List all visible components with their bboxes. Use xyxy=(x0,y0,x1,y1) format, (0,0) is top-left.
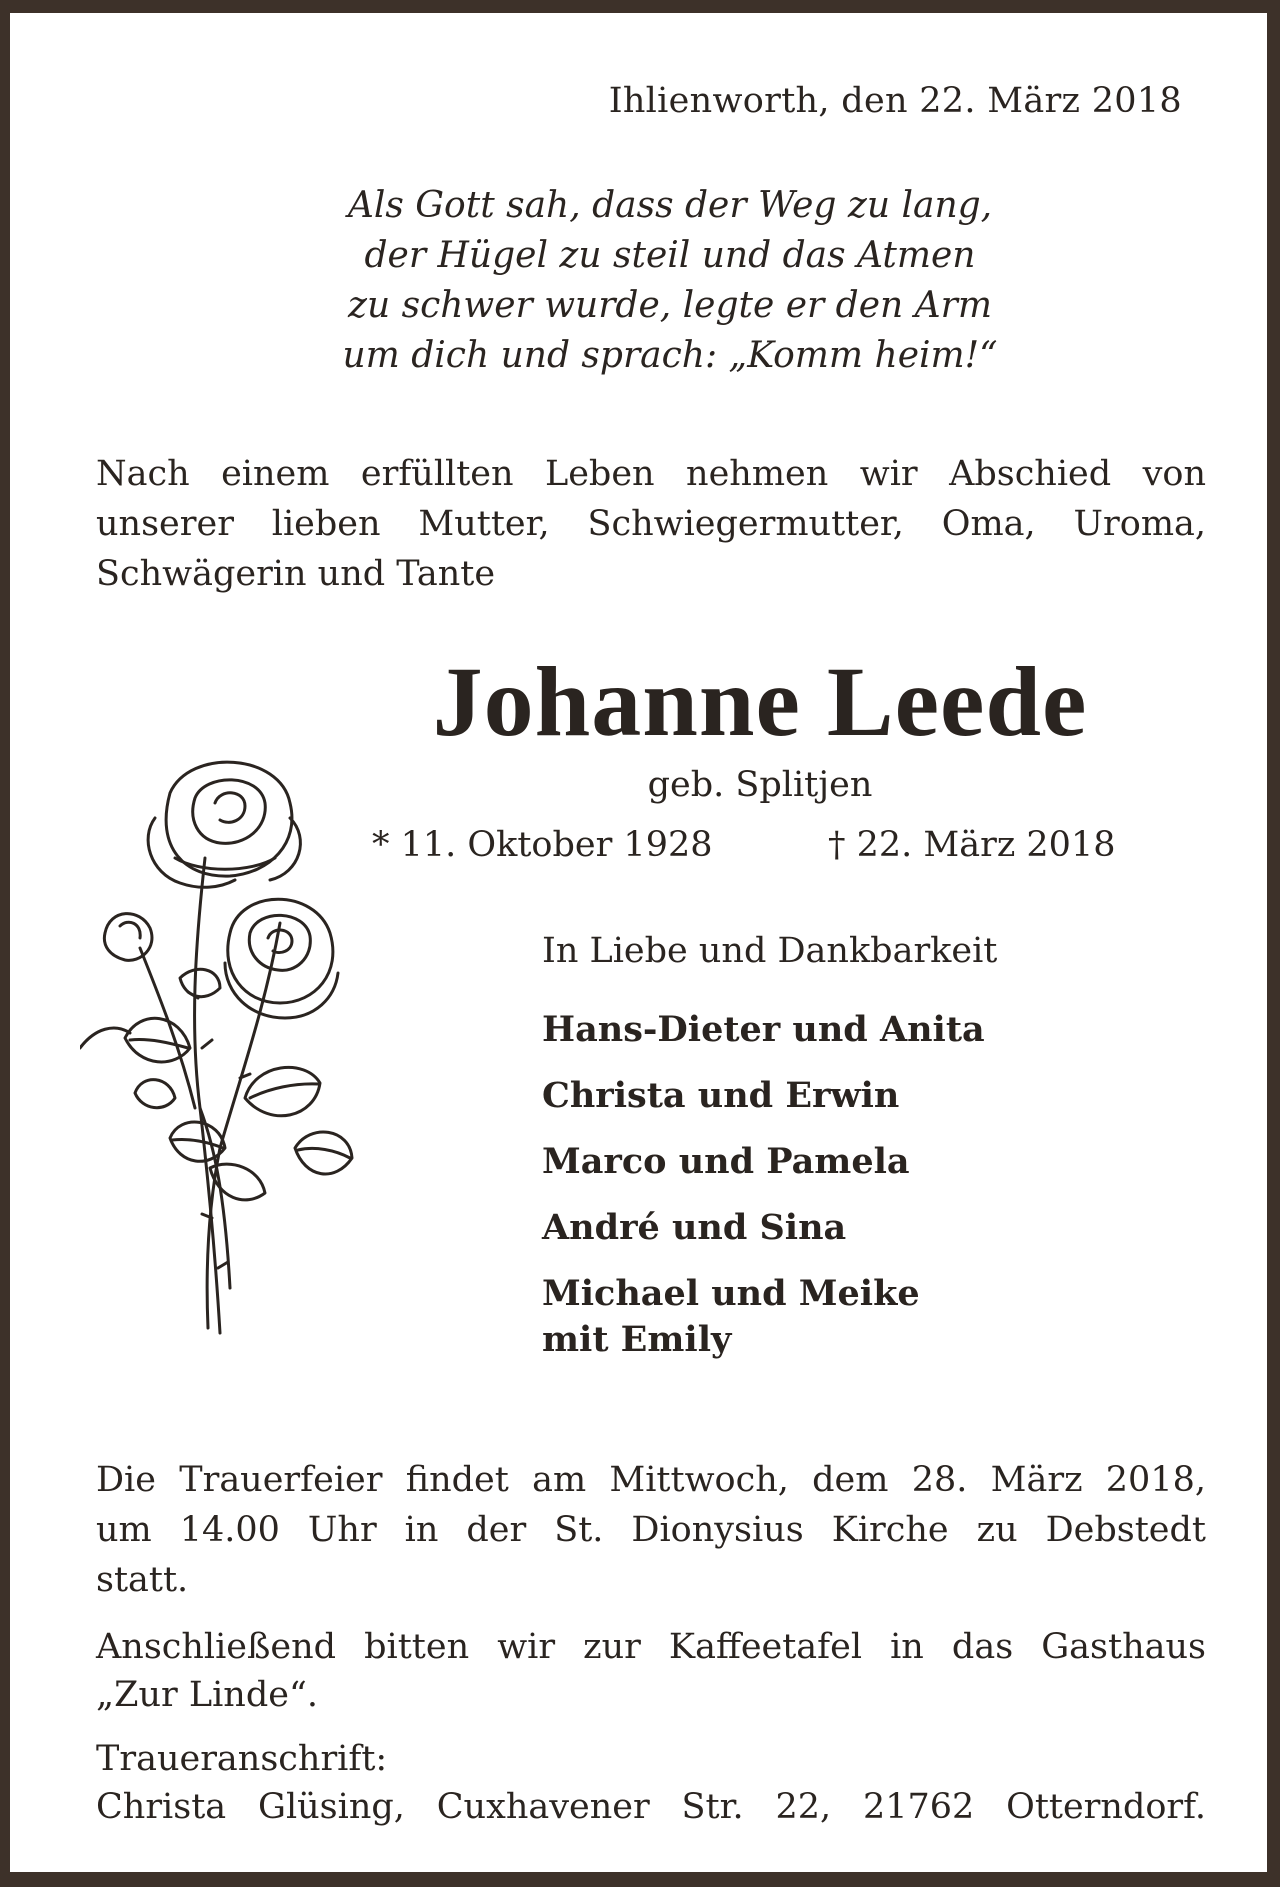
mourner-entry: Christa und Erwin xyxy=(542,1075,900,1116)
poem xyxy=(170,181,1170,381)
poem-line: um dich und sprach: „Komm heim!“ xyxy=(342,335,998,376)
reception-info xyxy=(96,1623,1206,1719)
maiden-name: geb. Splitjen xyxy=(647,765,873,805)
poem-line: Als Gott sah, dass der Weg zu lang, xyxy=(347,185,993,226)
intro-line: unserer lieben Mutter, Schwiegermutter, Oma, Uroma, xyxy=(96,504,1206,544)
death-date: † 22. März 2018 xyxy=(828,825,1116,865)
address-value: Christa Glüsing, Cuxhavener Str. 22, 21762 Otterndorf. xyxy=(96,1787,1206,1827)
address-label: Traueranschrift: xyxy=(96,1739,388,1779)
mourner-entry-extra: mit Emily xyxy=(542,1319,732,1360)
poem-line: der Hügel zu steil und das Atmen xyxy=(364,235,976,276)
mourner-entry: Marco und Pamela xyxy=(542,1141,910,1182)
intro-line: Schwägerin und Tante xyxy=(96,554,496,594)
rose-illustration xyxy=(80,748,370,1338)
mourner-entry: Hans-Dieter und Anita xyxy=(542,1009,985,1050)
intro-text xyxy=(96,449,1206,599)
place-date: Ihlienworth, den 22. März 2018 xyxy=(608,81,1182,121)
deceased-name: Johanne Leede xyxy=(432,646,1088,757)
mourning-address xyxy=(96,1735,1206,1831)
mourner-entry: Michael und Meike xyxy=(542,1273,920,1314)
service-line: Die Trauerfeier findet am Mittwoch, dem 28. März 2018, xyxy=(96,1460,1206,1500)
intro-line: Nach einem erfüllten Leben nehmen wir Abschied von xyxy=(96,454,1206,494)
reception-line: „Zur Linde“. xyxy=(96,1675,318,1715)
service-info xyxy=(96,1455,1206,1605)
mourners-list xyxy=(542,1008,985,1364)
service-line: statt. xyxy=(96,1560,189,1600)
mourner-entry: André und Sina xyxy=(542,1207,847,1248)
service-line: um 14.00 Uhr in der St. Dionysius Kirche zu Debstedt xyxy=(96,1510,1206,1550)
reception-line: Anschließend bitten wir zur Kaffeetafel in das Gasthaus xyxy=(96,1627,1206,1667)
dedication: In Liebe und Dankbarkeit xyxy=(542,931,998,971)
poem-line: zu schwer wurde, legte er den Arm xyxy=(348,285,992,326)
birth-date: * 11. Oktober 1928 xyxy=(372,825,713,865)
